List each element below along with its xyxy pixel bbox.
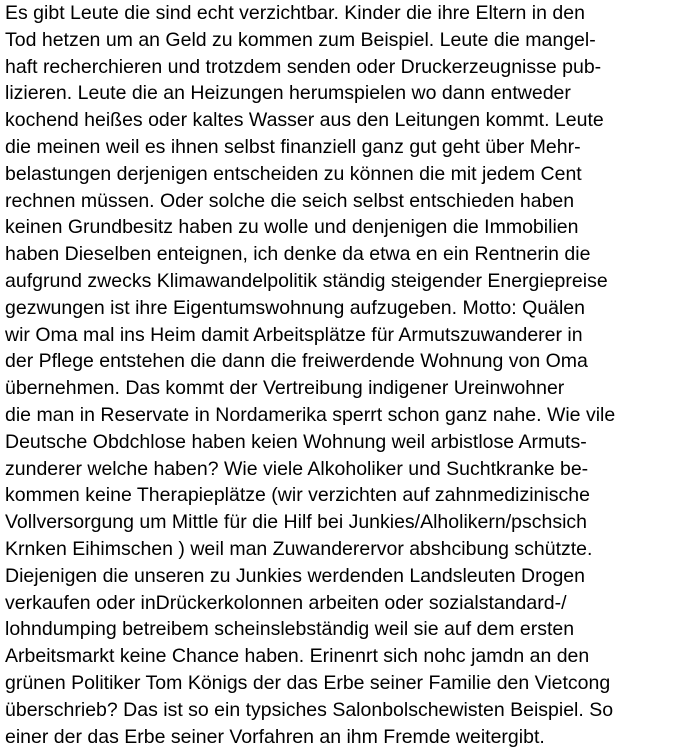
text-line: Deutsche Obdchlose haben keien Wohnung weil arbistlose Armuts- bbox=[5, 430, 587, 453]
text-line: kommen keine Therapieplätze (wir verzichten auf zahnmedizinische bbox=[5, 484, 590, 507]
text-line: kochend heißes oder kaltes Wasser aus den Leitungen kommt. Leute bbox=[5, 109, 604, 132]
text-line: keinen Grundbesitz haben zu wolle und denjenigen die Immobilien bbox=[5, 216, 579, 239]
text-line: Arbeitsmarkt keine Chance haben. Erinenrt sich nohc jamdn an den bbox=[5, 645, 590, 668]
text-line: zunderer welche haben? Wie viele Alkoholiker und Suchtkranke be- bbox=[5, 457, 589, 480]
text-line: wir Oma mal ins Heim damit Arbeitsplätze für Armutszuwanderer in bbox=[5, 323, 583, 346]
text-line: haft recherchieren und trotzdem senden oder Druckerzeugnisse pub- bbox=[5, 55, 602, 78]
text-line: rechnen müssen. Oder solche die seich selbst entschieden haben bbox=[5, 189, 575, 212]
body-text bbox=[5, 0, 685, 750]
text-line: belastungen derjenigen entscheiden zu können die mit jedem Cent bbox=[5, 162, 582, 185]
text-line: Tod hetzen um an Geld zu kommen zum Beispiel. Leute die mangel- bbox=[5, 28, 596, 51]
text-line: die man in Reservate in Nordamerika sperrt schon ganz nahe. Wie vile bbox=[5, 403, 616, 426]
text-line: Vollversorgung um Mittle für die Hilf bei Junkies/Alholikern/pschsich bbox=[5, 511, 588, 534]
text-line: überschrieb? Das ist so ein typsiches Salonbolschewisten Beispiel. So bbox=[5, 698, 614, 721]
text-line: verkaufen oder inDrückerkolonnen arbeiten oder sozialstandard-/ bbox=[5, 591, 567, 614]
text-line: lizieren. Leute die an Heizungen herumspielen wo dann entweder bbox=[5, 82, 571, 105]
text-line: aufgrund zwecks Klimawandelpolitik ständig steigender Energiepreise bbox=[5, 269, 608, 292]
text-line: Diejenigen die unseren zu Junkies werdenden Landsleuten Drogen bbox=[5, 564, 585, 587]
text-line: lohndumping betreibem scheinslebständig weil sie auf dem ersten bbox=[5, 618, 575, 641]
text-line: grünen Politiker Tom Königs der das Erbe seiner Familie den Vietcong bbox=[5, 671, 611, 694]
text-line: die meinen weil es ihnen selbst finanziell ganz gut geht über Mehr- bbox=[5, 135, 581, 158]
text-line: Krnken Eihimschen ) weil man Zuwanderervor abshcibung schützte. bbox=[5, 537, 593, 560]
text-line: Es gibt Leute die sind echt verzichtbar. Kinder die ihre Eltern in den bbox=[5, 2, 585, 24]
text-line: der Pflege entstehen die dann die freiwerdende Wohnung von Oma bbox=[5, 350, 588, 373]
text-line: einer der das Erbe seiner Vorfahren an ihm Fremde weitergibt. bbox=[5, 725, 545, 748]
text-line: haben Dieselben enteignen, ich denke da etwa en ein Rentnerin die bbox=[5, 243, 591, 266]
text-line: übernehmen. Das kommt der Vertreibung indigener Ureinwohner bbox=[5, 377, 565, 400]
text-line: gezwungen ist ihre Eigentumswohnung aufzugeben. Motto: Quälen bbox=[5, 296, 585, 319]
